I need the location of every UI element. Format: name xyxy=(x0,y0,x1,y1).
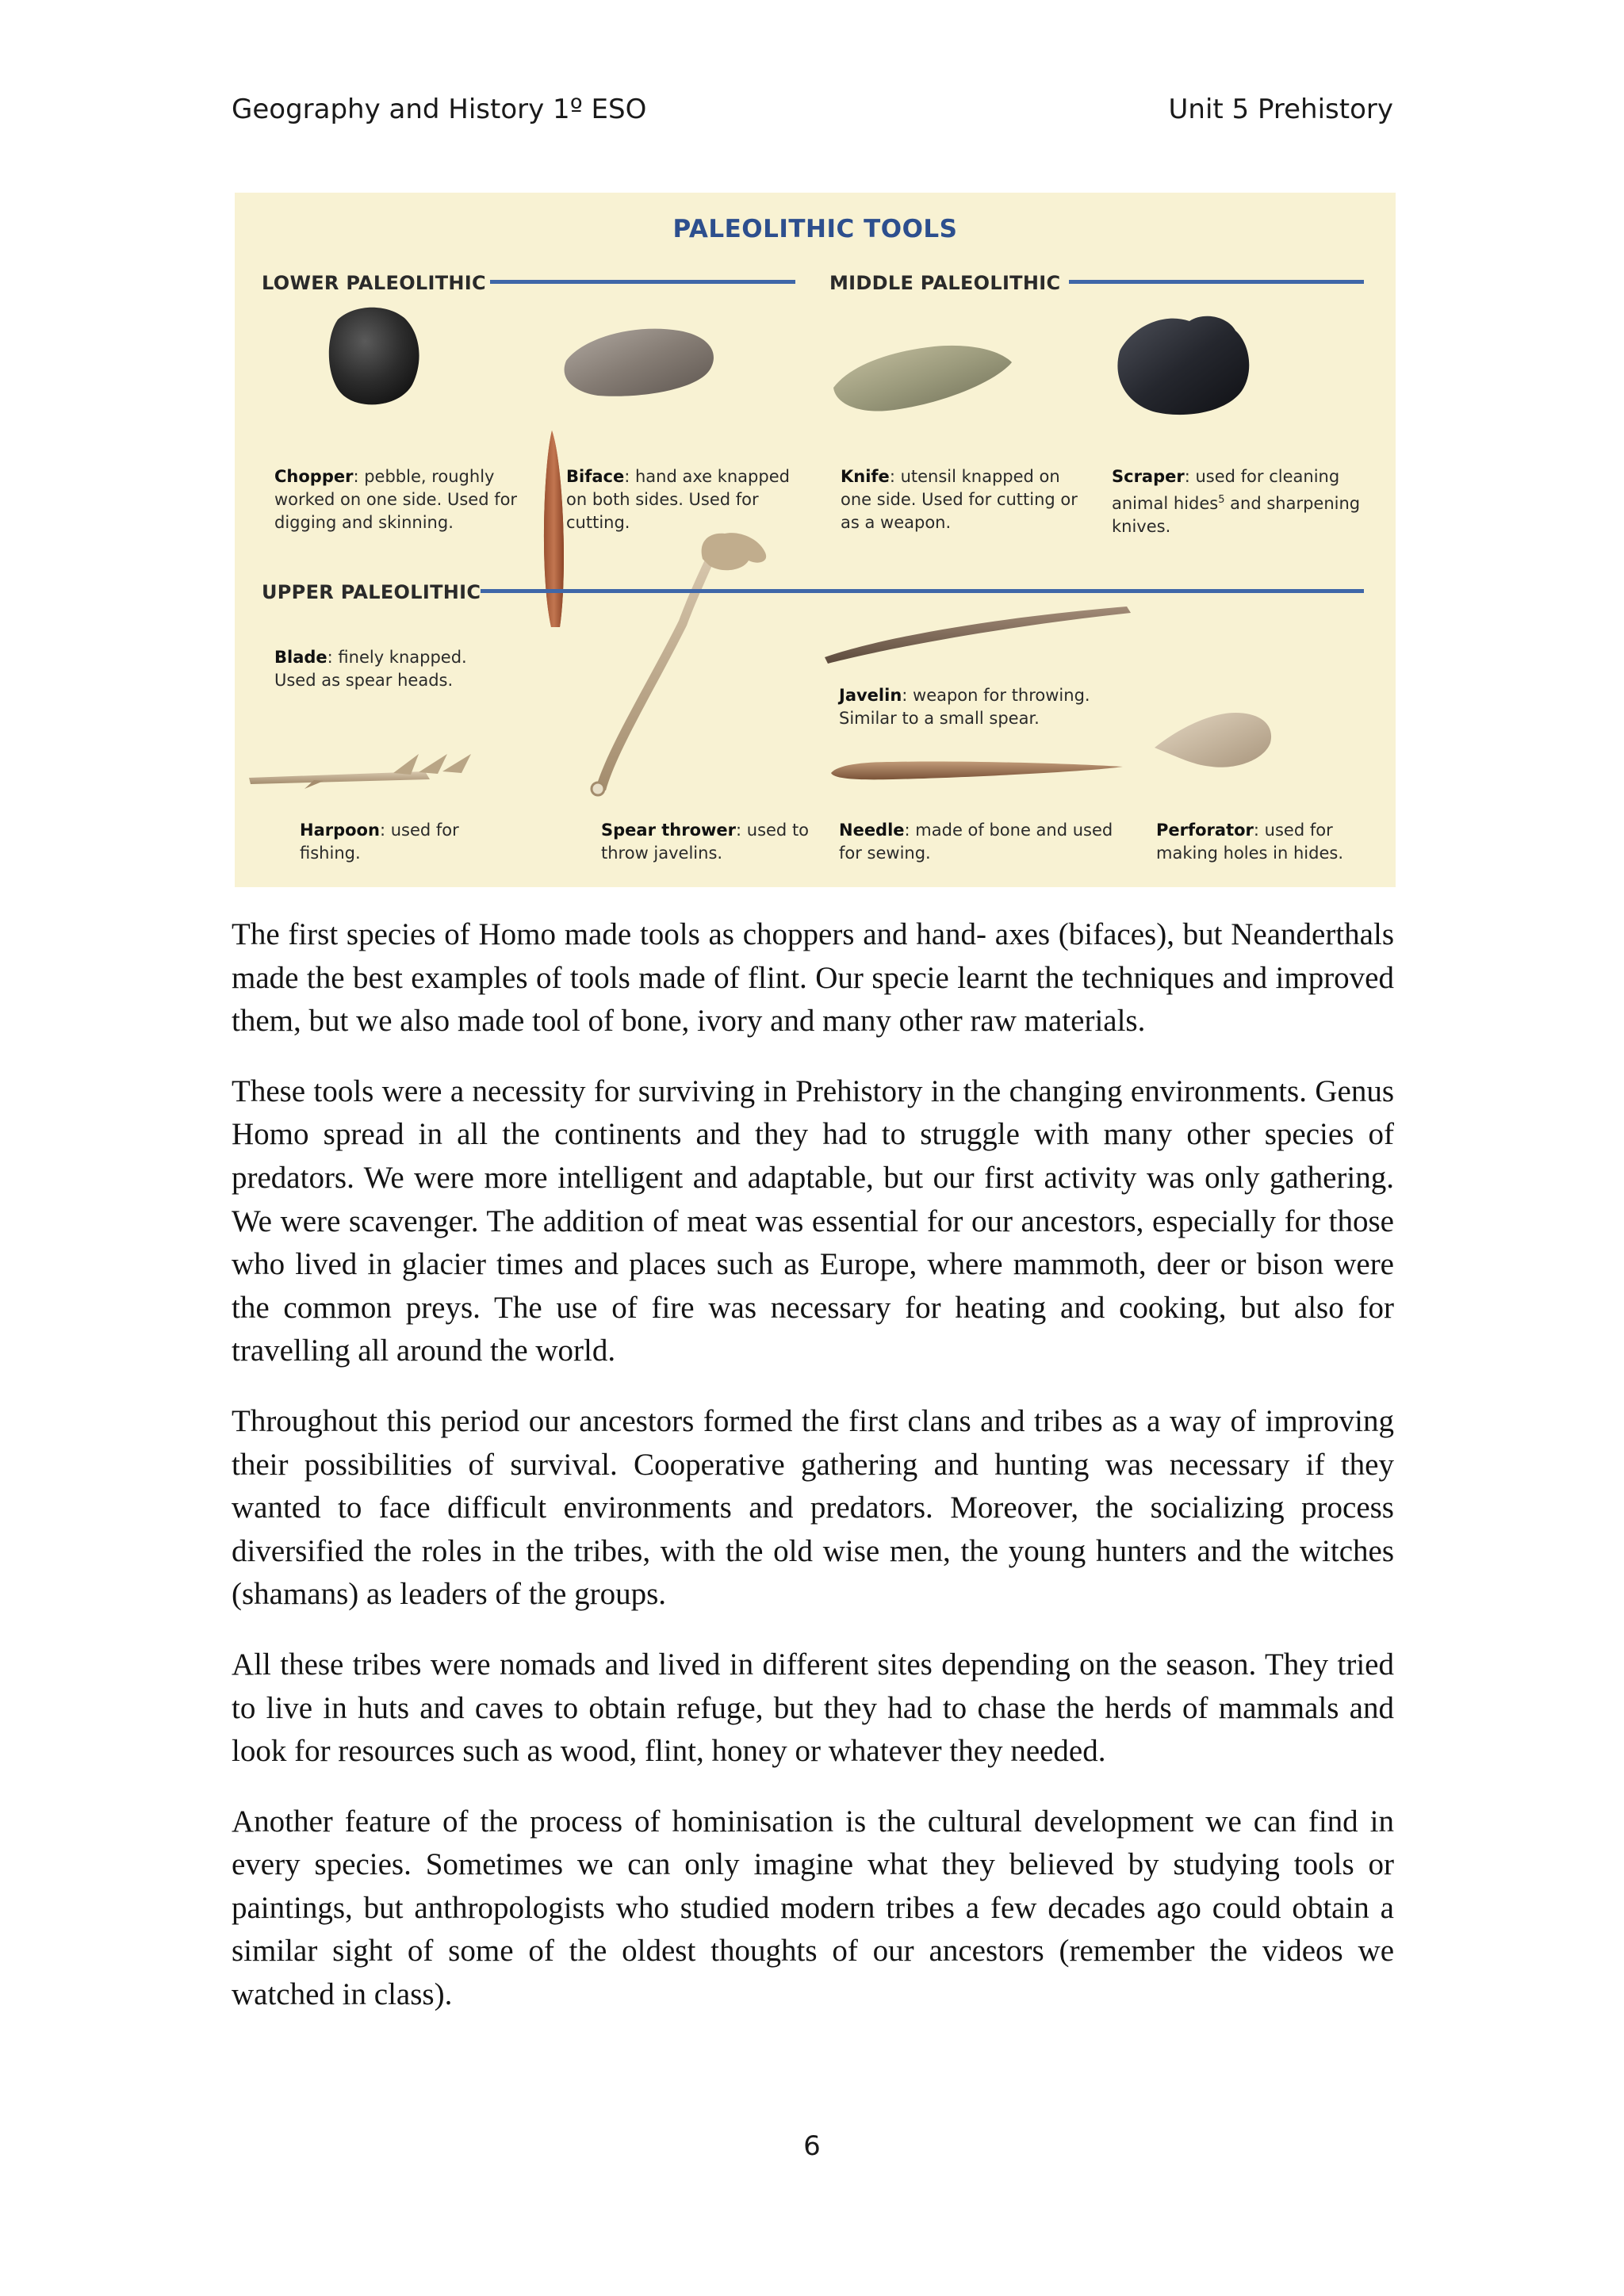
knife-stone xyxy=(833,346,1012,411)
section-lower-paleolithic: LOWER PALEOLITHIC xyxy=(262,272,486,294)
header-unit: Unit 5 Prehistory xyxy=(1168,94,1393,125)
javelin-bone xyxy=(825,607,1131,664)
page-header xyxy=(232,94,1393,133)
paragraph-culture: Another feature of the process of hominisation is the cultural development we can find in every species. Sometimes we can only imagine what they believed by studying tools or paintings, but anthropologists who studied modern tribes a few decades ago could obtain a similar sight of some of the oldest thoughts of our ancestors (remember the videos we watched in class). xyxy=(232,1804,1394,2012)
caption-scraper: Scraper: used for cleaning animal hides$^5$ and sharpening knives. xyxy=(1112,467,1361,536)
section-middle-paleolithic: MIDDLE PALEOLITHIC xyxy=(829,272,1061,294)
paragraph-nomads: All these tribes were nomads and lived in different sites depending on the season. They tried to live in huts and caves to obtain refuge, but they had to chase the herds of mammals and look for resources such as wood, flint, honey or whatever they needed. xyxy=(232,1647,1394,1769)
biface-stone xyxy=(565,329,714,396)
harpoon-bone xyxy=(249,754,471,789)
caption-needle: Needle: made of bone and used for sewing. xyxy=(839,821,1113,863)
caption-knife: Knife: utensil knapped on one side. Used for cutting or as a weapon. xyxy=(841,467,1078,532)
section-rule-middle xyxy=(1069,280,1364,284)
perforator-stone xyxy=(1155,713,1271,767)
chopper-stone xyxy=(329,308,419,405)
paleolithic-tools-figure xyxy=(235,193,1396,887)
page-number: 6 xyxy=(803,2130,821,2162)
section-rule-upper xyxy=(481,589,1364,593)
paragraph-tools: The first species of Homo made tools as choppers and hand- axes (bifaces), but Neanderthals made the best examples of tools made of flint. Our specie learnt the techniques and improved them, but we also made tool of bone, ivory and many other raw materials. xyxy=(232,917,1394,1039)
caption-javelin: Javelin: weapon for throwing. Similar to a small spear. xyxy=(839,686,1090,728)
caption-spear-thrower: Spear thrower: used to throw javelins. xyxy=(601,821,810,863)
caption-blade: Blade: finely knapped. Used as spear heads. xyxy=(274,648,467,690)
caption-harpoon: Harpoon: used for fishing. xyxy=(300,821,459,863)
header-course: Geography and History 1º ESO xyxy=(232,94,647,125)
caption-perforator: Perforator: used for making holes in hides. xyxy=(1156,821,1343,863)
needle-bone xyxy=(831,761,1123,779)
figure-title: PALEOLITHIC TOOLS xyxy=(672,215,958,243)
caption-chopper: Chopper: pebble, roughly worked on one side. Used for digging and skinning. xyxy=(274,467,518,532)
section-rule-lower xyxy=(490,280,795,284)
section-upper-paleolithic: UPPER PALEOLITHIC xyxy=(262,581,481,603)
paragraph-clans: Throughout this period our ancestors formed the first clans and tribes as a way of improving their possibilities of survival. Cooperative gathering and hunting was necessary if they wanted to face difficult environments and predators. Moreover, the socializing process diversified the roles in the tribes, with the old wise men, the young hunters and the witches (shamans) as leaders of the groups. xyxy=(232,1403,1394,1612)
tool-illustrations xyxy=(235,193,1396,887)
spear-thrower-bone xyxy=(592,533,766,795)
scraper-stone xyxy=(1117,316,1249,415)
caption-biface: Biface: hand axe knapped on both sides. Used for cutting. xyxy=(566,467,790,532)
paragraph-survival: These tools were a necessity for surviving in Prehistory in the changing environments. Genus Homo spread in all the continents and they had to struggle with many other species of predators. We were more intelligent and adaptable, but our first activity was only gathering. We were scavenger. The addition of meat was essential for our ancestors, especially for those who lived in glacier times and places such as Europe, where mammoth, deer or bison were the common preys. The use of fire was necessary for heating and cooking, but also for travelling all around the world. xyxy=(232,1073,1394,1368)
body-text xyxy=(232,913,1394,2044)
